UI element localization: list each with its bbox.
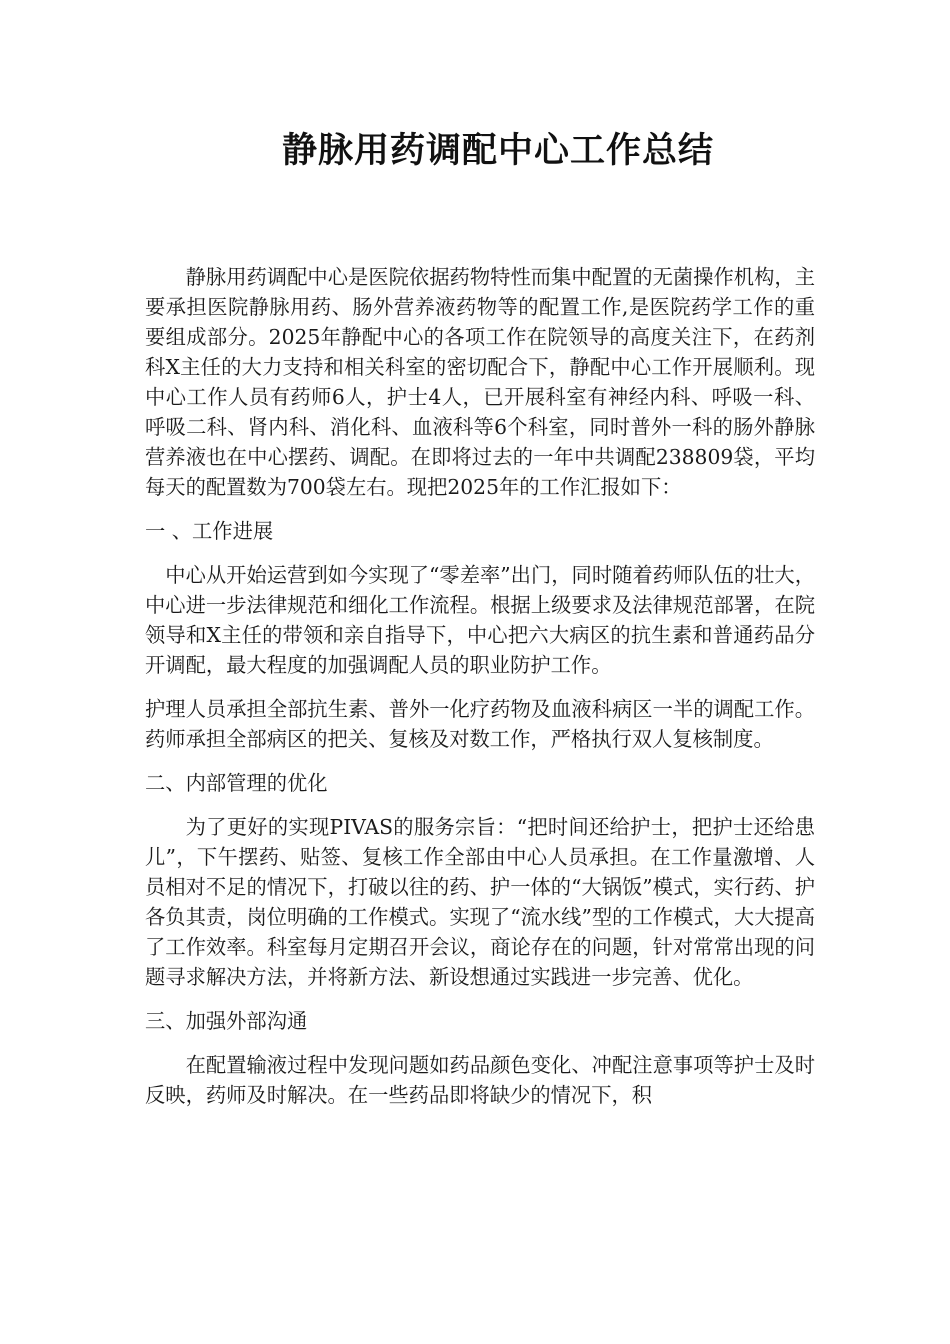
- document-title: 静脉用药调配中心工作总结: [282, 131, 715, 171]
- document-body: [145, 262, 815, 1124]
- section-1-paragraph-2: 护理人员承担全部抗生素、普外一化疗药物及血液科病区一半的调配工作。药师承担全部病区的把关、复核及对数工作，严格执行双人复核制度。: [145, 697, 815, 751]
- intro-paragraph: 静脉用药调配中心是医院依据药物特性而集中配置的无菌操作机构，主要承担医院静脉用药、肠外营养液药物等的配置工作,是医院药学工作的重要组成部分。2025年静配中心的各项工作在院领导的高度关注下，在药剂科X主任的大力支持和相关科室的密切配合下，静配中心工作开展顺利。现中心工作人员有药师6人，护士4人，已开展科室有神经内科、呼吸一科、呼吸二科、肾内科、消化科、血液科等6个科室，同时普外一科的肠外静脉营养液也在中心摆药、调配。在即将过去的一年中共调配238809袋，平均每天的配置数为700袋左右。现把2025年的工作汇报如下：: [145, 265, 815, 499]
- section-heading-3: 三、加强外部沟通: [145, 1009, 308, 1033]
- section-3-paragraph-1: 在配置输液过程中发现问题如药品颜色变化、冲配注意事项等护士及时反映，药师及时解决。在一些药品即将缺少的情况下，积: [145, 1053, 815, 1107]
- section-1-paragraph-1: 中心从开始运营到如今实现了“零差率”出门，同时随着药师队伍的壮大，中心进一步法律规范和细化工作流程。根据上级要求及法律规范部署，在院领导和X主任的带领和亲自指导下，中心把六大病区的抗生素和普通药品分开调配，最大程度的加强调配人员的职业防护工作。: [145, 563, 815, 677]
- section-heading-1: 一 、工作进展: [145, 519, 274, 543]
- section-2-paragraph-1: 为了更好的实现PIVAS的服务宗旨：“把时间还给护士，把护士还给患儿”，下午摆药、贴签、复核工作全部由中心人员承担。在工作量激增、人员相对不足的情况下，打破以往的药、护一体的“大锅饭”模式，实行药、护各负其责，岗位明确的工作模式。实现了“流水线”型的工作模式，大大提高了工作效率。科室每月定期召开会议，商论存在的问题，针对常常出现的问题寻求解决方法，并将新方法、新设想通过实践进一步完善、优化。: [145, 815, 815, 989]
- section-heading-2: 二、内部管理的优化: [145, 771, 328, 795]
